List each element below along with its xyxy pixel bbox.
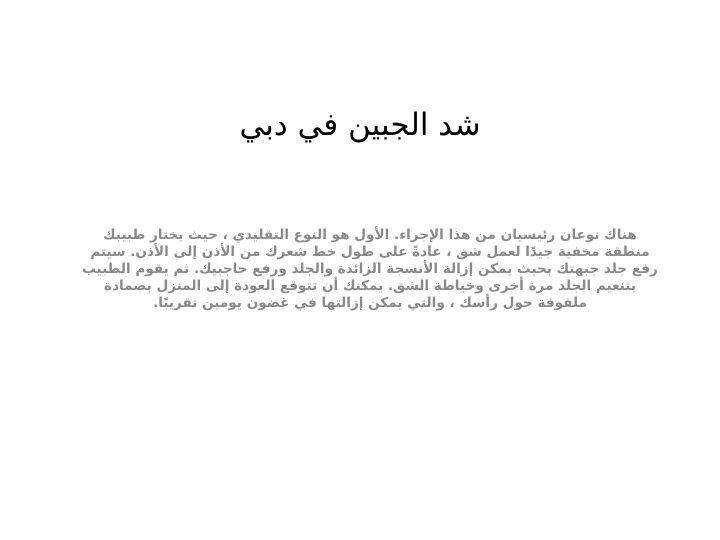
slide-body-text: هناك نوعان رئيسيان من هذا الإجراء. الأول هو النوع التقليدي ، حيث يختار طبيبك منطقة مخفية جيدًا لعمل شق ، عادةً على طول خط شعرك من الأذن إلى الأذن. سيتم رفع جلد جبهتك بحيث يمكن إزالة الأنسجة الزائدة والجلد ورفع حاجبيك. ثم يقوم الطبيب بتنعيم الجلد مرة أخرى وخياطة الشق. يمكنك أن تتوقع العودة إلى المنزل بضمادة ملفوفة حول رأسك ، والتي يمكن إزالتها في غضون يومين تقريبًا. — [82, 227, 658, 311]
slide-title: شد الجبين في دبي — [239, 107, 481, 143]
